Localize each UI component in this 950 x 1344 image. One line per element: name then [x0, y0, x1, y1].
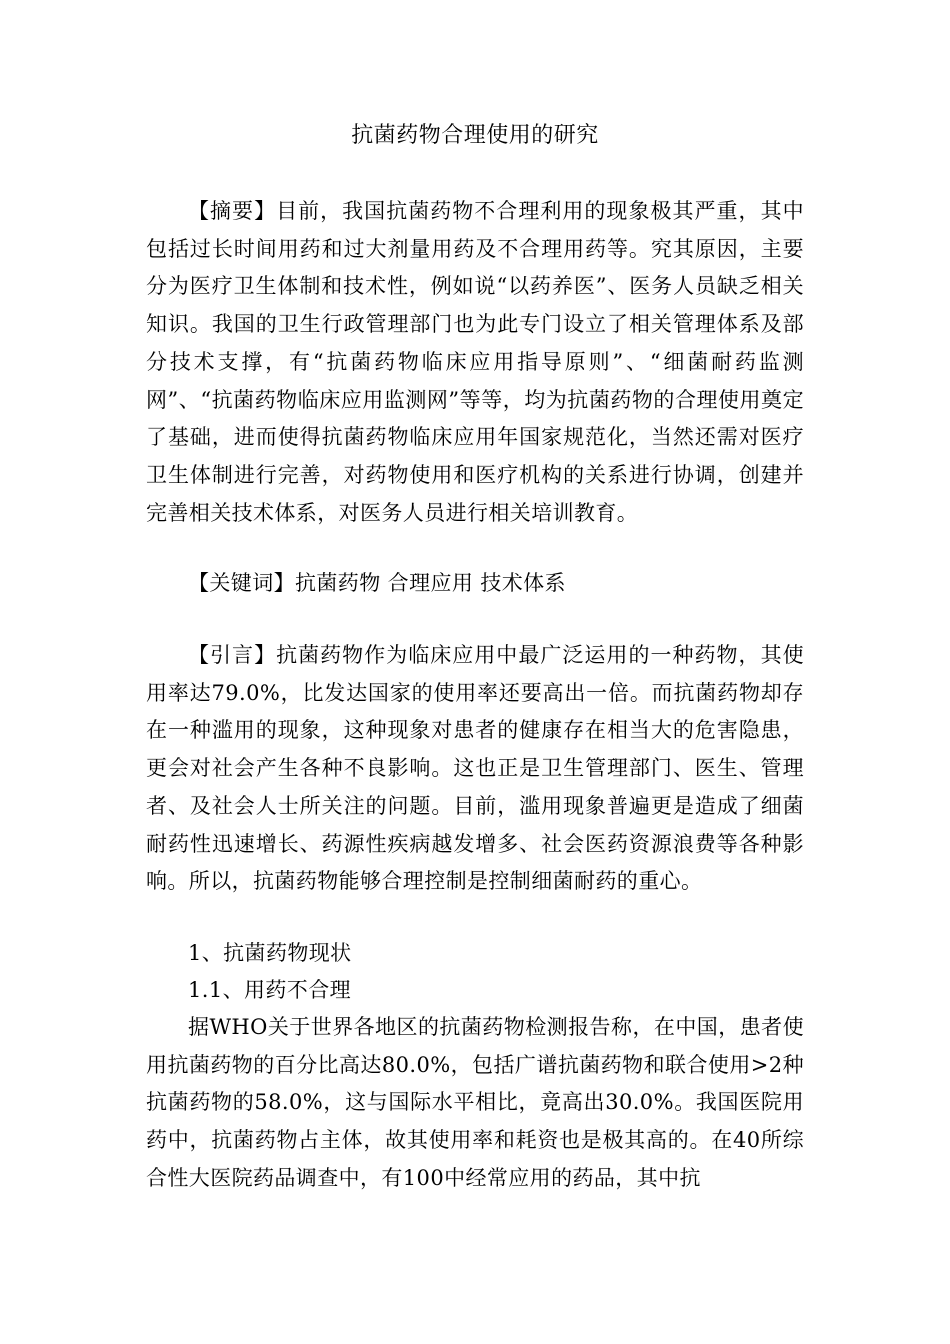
introduction-paragraph: 【引言】抗菌药物作为临床应用中最广泛运用的一种药物，其使用率达79.0%，比发达国家的使用率还要高出一倍。而抗菌药物却存在一种滥用的现象，这种现象对患者的健康存在相当大的危害隐患，更会对社会产生各种不良影响。这也正是卫生管理部门、医生、管理者、及社会人士所关注的问题。目前，滥用现象普遍更是造成了细菌耐药性迅速增长、药源性疾病越发增多、社会医药资源浪费等各种影响。所以，抗菌药物能够合理控制是控制细菌耐药的重心。 — [146, 643, 804, 894]
keywords-paragraph: 【关键词】抗菌药物 合理应用 技术体系 — [188, 571, 566, 595]
subsection-heading: 1.1、用药不合理 — [188, 978, 351, 1002]
document-title: 抗菌药物合理使用的研究 — [351, 123, 599, 148]
section-heading: 1、抗菌药物现状 — [188, 941, 352, 965]
body-paragraph: 据WHO关于世界各地区的抗菌药物检测报告称，在中国，患者使用抗菌药物的百分比高达80.0%，包括广谱抗菌药物和联合使用>2种抗菌药物的58.0%，这与国际水平相比，竟高出30.0%。我国医院用药中，抗菌药物占主体，故其使用率和耗资也是极其高的。在40所综合性大医院药品调查中，有100中经常应用的药品，其中抗 — [146, 1015, 804, 1190]
abstract-paragraph: 【摘要】目前，我国抗菌药物不合理利用的现象极其严重，其中包括过长时间用药和过大剂量用药及不合理用药等。究其原因，主要分为医疗卫生体制和技术性，例如说“以药养医”、医务人员缺乏相关知识。我国的卫生行政管理部门也为此专门设立了相关管理体系及部分技术支撑，有“抗菌药物临床应用指导原则”、“细菌耐药监测网”、“抗菌药物临床应用监测网”等等，均为抗菌药物的合理使用奠定了基础，进而使得抗菌药物临床应用年国家规范化，当然还需对医疗卫生体制进行完善，对药物使用和医疗机构的关系进行协调，创建并完善相关技术体系，对医务人员进行相关培训教育。 — [146, 199, 804, 525]
